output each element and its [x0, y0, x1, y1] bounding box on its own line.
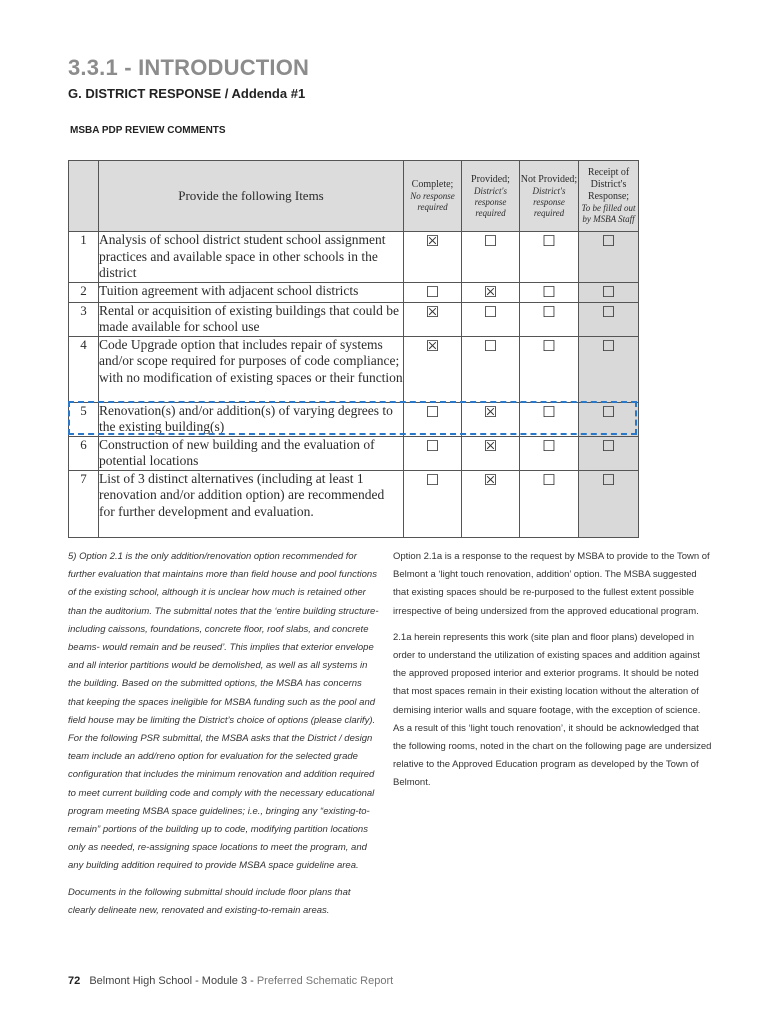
row-5-highlight-box	[68, 401, 637, 435]
header-provided-note: District's response required	[474, 185, 507, 218]
header-not-provided	[520, 161, 579, 232]
complete-checkbox[interactable]: ☐	[404, 436, 462, 470]
complete-checkbox[interactable]: ☐	[404, 402, 462, 436]
section-subheading: G. DISTRICT RESPONSE / Addenda #1	[68, 86, 306, 101]
provided-checkbox[interactable]: ☒	[462, 436, 520, 470]
receipt-checkbox[interactable]: ☐	[579, 436, 639, 470]
table-row	[69, 436, 639, 470]
district-response-column	[393, 548, 713, 793]
district-response-paragraph-1: Option 2.1a is a response to the request by MSBA to provide to the Town of Belmont a ‘light touch renovation, addition’ option. The MSBA suggested that existing spaces should be re-purposed to the fullest extent possible irrespective of being undersized from the approved educational program.	[393, 551, 710, 617]
table-row	[69, 302, 639, 336]
complete-checkbox[interactable]: ☐	[404, 282, 462, 302]
provided-checkbox[interactable]: ☐	[462, 302, 520, 336]
table-row	[69, 232, 639, 283]
row-description: Code Upgrade option that includes repair of systems and/or scope required for purposes of code compliance; with no modification of existing spaces or their function	[99, 336, 404, 402]
page-footer	[68, 975, 393, 987]
footer-subtitle: Preferred Schematic Report	[256, 975, 394, 987]
provided-checkbox[interactable]: ☒	[462, 402, 520, 436]
row-number: 7	[69, 470, 99, 537]
not-provided-checkbox[interactable]: ☐	[520, 232, 579, 283]
header-complete	[404, 161, 462, 232]
complete-checkbox[interactable]: ☐	[404, 470, 462, 537]
header-provided-title: Provided;	[471, 173, 510, 185]
row-number: 4	[69, 336, 99, 402]
not-provided-checkbox[interactable]: ☐	[520, 282, 579, 302]
review-items-table	[68, 160, 639, 538]
row-number: 1	[69, 232, 99, 283]
not-provided-checkbox[interactable]: ☐	[520, 436, 579, 470]
not-provided-checkbox[interactable]: ☐	[520, 402, 579, 436]
provided-checkbox[interactable]: ☐	[462, 232, 520, 283]
not-provided-checkbox[interactable]: ☐	[520, 336, 579, 402]
review-comments-label: MSBA PDP REVIEW COMMENTS	[70, 125, 226, 136]
complete-checkbox[interactable]: ☒	[404, 336, 462, 402]
header-complete-note: No response required	[410, 191, 455, 212]
row-description: Construction of new building and the evaluation of potential locations	[99, 436, 404, 470]
msba-comment-note: Documents in the following submittal should include floor plans that clearly delineate new, renovated and existing-to-remain areas.	[68, 886, 351, 916]
header-receipt-note: To be filled out by MSBA Staff	[581, 203, 636, 224]
receipt-checkbox[interactable]: ☐	[579, 402, 639, 436]
complete-checkbox[interactable]: ☒	[404, 302, 462, 336]
row-description: Renovation(s) and/or addition(s) of varying degrees to the existing building(s)	[99, 402, 404, 436]
row-number: 2	[69, 282, 99, 302]
receipt-checkbox[interactable]: ☐	[579, 336, 639, 402]
page-heading: 3.3.1 - INTRODUCTION	[68, 55, 310, 80]
receipt-checkbox[interactable]: ☐	[579, 232, 639, 283]
provided-checkbox[interactable]: ☐	[462, 336, 520, 402]
row-description: List of 3 distinct alternatives (including at least 1 renovation and/or addition option) are recommended for further development and evaluation.	[99, 470, 404, 537]
receipt-checkbox[interactable]: ☐	[579, 282, 639, 302]
provided-checkbox[interactable]: ☒	[462, 282, 520, 302]
header-not-provided-title: Not Provided;	[520, 173, 578, 185]
row-number: 6	[69, 436, 99, 470]
receipt-checkbox[interactable]: ☐	[579, 302, 639, 336]
row-description: Analysis of school district student school assignment practices and available space in other schools in the district	[99, 232, 404, 283]
not-provided-checkbox[interactable]: ☐	[520, 470, 579, 537]
page-number: 72	[68, 975, 81, 987]
msba-comment-column	[68, 548, 380, 920]
header-complete-title: Complete;	[411, 179, 454, 190]
header-receipt	[579, 161, 639, 232]
receipt-checkbox[interactable]: ☐	[579, 470, 639, 537]
row-number: 5	[69, 402, 99, 436]
row-description: Rental or acquisition of existing buildings that could be made available for school use	[99, 302, 404, 336]
complete-checkbox[interactable]: ☒	[404, 232, 462, 283]
header-not-provided-note: District's response required	[532, 185, 566, 218]
header-provided	[462, 161, 520, 232]
row-number: 3	[69, 302, 99, 336]
header-receipt-title: Receipt of District's Response;	[587, 167, 630, 202]
table-row	[69, 336, 639, 402]
footer-title: Belmont High School - Module 3 -	[89, 975, 254, 987]
not-provided-checkbox[interactable]: ☐	[520, 302, 579, 336]
row-description: Tuition agreement with adjacent school districts	[99, 282, 404, 302]
header-items: Provide the following Items	[99, 161, 404, 232]
msba-comment-paragraph: 5) Option 2.1 is the only addition/renovation option recommended for further evaluation that maintains more than field house and pool functions of the existing school, although it is unclear how much is retained other than the auditorium. The submittal notes that the ‘entire building structure- including caissons, foundations, concrete floor, roof slabs, and concrete beams- would remain and be reused’. This implies that exterior envelope and all interior partitions would be demolished, as well as all systems in the building. Based on the submitted options, the MSBA has concerns that keeping the spaces ineligible for MSBA funding such as the pool and field house may be limiting the District’s choice of options (please clarify). For the following PSR submittal, the MSBA asks that the District / design team include an add/reno option for evaluation for the selected grade configuration that includes the minimum renovation and addition required to meet current building code and comply with the necessary educational program meeting MSBA space guidelines; i.e., bringing any “existing-to-remain” portions of the building up to code, modifying partition locations only as needed, re-assigning space locations to meet the program, and any building addition required to provide MSBA space guideline area.	[68, 551, 379, 872]
provided-checkbox[interactable]: ☒	[462, 470, 520, 537]
district-response-paragraph-2: 2.1a herein represents this work (site plan and floor plans) developed in order to understand the utilization of existing spaces and addition against the approved proposed interior and exterior programs. It should be noted that most spaces remain in their existing location without the alteration of demising interior walls and square footage, with the exception of science. As a result of this ‘light touch renovation’, it should be acknowledged that the following rooms, noted in the chart on the following page are undersized relative to the Approved Education program as developed by the Town of Belmont.	[393, 631, 712, 789]
header-blank	[69, 161, 99, 232]
table-row	[69, 470, 639, 537]
table-header-row	[69, 161, 639, 232]
table-row	[69, 282, 639, 302]
